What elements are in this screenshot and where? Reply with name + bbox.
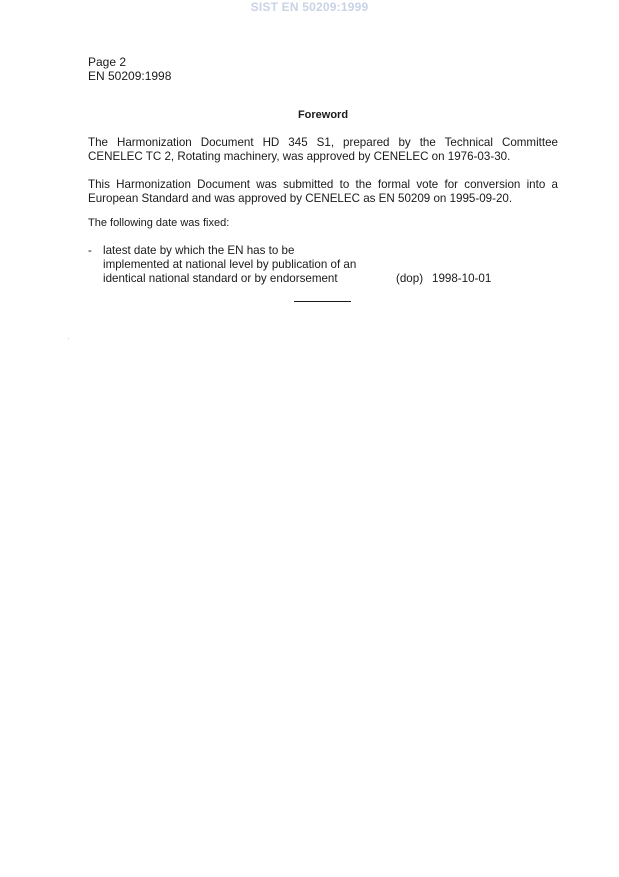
scan-speck [68,338,69,339]
paragraph-harmonization: The Harmonization Document HD 345 S1, prepared by the Technical Committee CENELEC TC 2, Rotating machinery, was approved by CENELEC on 1976-03-30. [88,136,558,163]
date-description [103,244,363,286]
date-code: (dop) [396,272,424,285]
standard-number: EN 50209:1998 [88,69,172,83]
page-title: Foreword [297,109,349,121]
date-description-line: latest date by which the EN has to be [103,244,295,257]
list-bullet: - [88,244,92,257]
page-number: Page 2 [88,55,127,69]
date-value: 1998-10-01 [432,272,492,285]
watermark: SIST EN 50209:1999 [250,0,369,14]
end-rule [294,301,351,302]
date-description-line: identical national standard or by endorsement [103,272,338,285]
paragraph-dates-intro: The following date was fixed: [88,217,230,229]
paragraph-conversion: This Harmonization Document was submitted to the formal vote for conversion into a European Standard and was approved by CENELEC as EN 50209 on 1995-09-20. [88,178,558,205]
page-header [88,55,171,83]
date-description-line: implemented at national level by publication of an [103,258,357,271]
